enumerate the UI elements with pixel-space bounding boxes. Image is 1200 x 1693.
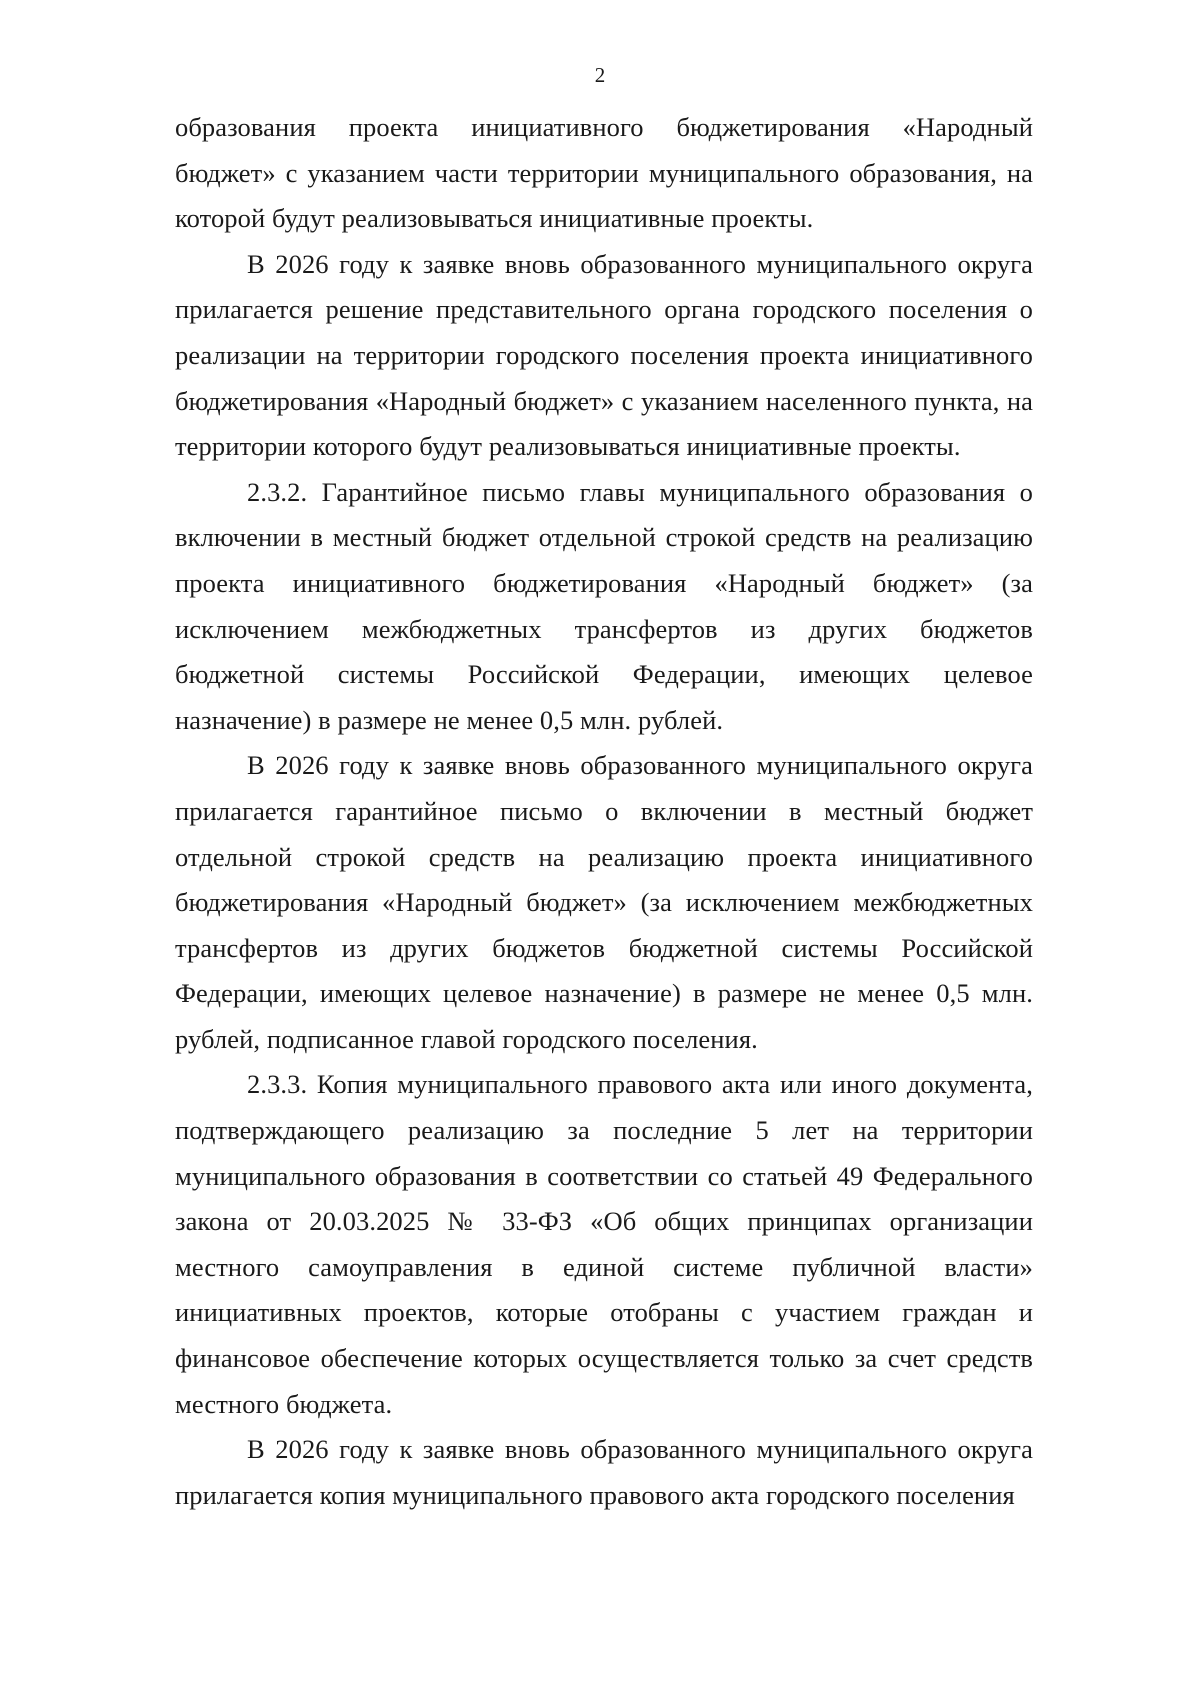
- document-body: [175, 105, 1033, 1518]
- paragraph-2026-guarantee-letter: В 2026 году к заявке вновь образованного муниципального округа прилагается гарантийное письмо о включении в местный бюджет отдельной строкой средств на реализацию проекта инициативного бюджетирования «Народный бюджет» (за исключением межбюджетных трансфертов из других бюджетов бюджетной системы Российской Федерации, имеющих целевое назначение) в размере не менее 0,5 млн. рублей, подписанное главой городского поселения.: [175, 750, 1033, 1054]
- paragraph-2-3-2: 2.3.2. Гарантийное письмо главы муниципального образования о включении в местный бюджет отдельной строкой средств на реализацию проекта инициативного бюджетирования «Народный бюджет» (за исключением межбюджетных трансфертов из других бюджетов бюджетной системы Российской Федерации, имеющих целевое назначение) в размере не менее 0,5 млн. рублей.: [175, 476, 1033, 735]
- paragraph-continuation: образования проекта инициативного бюджетирования «Народный бюджет» с указанием части территории муниципального образования, на которой будут реализовываться инициативные проекты.: [175, 112, 1033, 234]
- page-number: 2: [594, 63, 606, 87]
- paragraph-2026-legal-act-copy: В 2026 году к заявке вновь образованного муниципального округа прилагается копия муниципального правового акта городского поселения: [175, 1434, 1033, 1510]
- paragraph-2-3-3: 2.3.3. Копия муниципального правового акта или иного документа, подтверждающего реализацию за последние 5 лет на территории муниципального образования в соответствии со статьей 49 Федерального закона от 20.03.2025 № 33-ФЗ «Об общих принципах организации местного самоуправления в единой системе публичной власти» инициативных проектов, которые отобраны с участием граждан и финансовое обеспечение которых осуществляется только за счет средств местного бюджета.: [175, 1069, 1033, 1419]
- paragraph-2026-decision: В 2026 году к заявке вновь образованного муниципального округа прилагается решение представительного органа городского поселения о реализации на территории городского поселения проекта инициативного бюджетирования «Народный бюджет» с указанием населенного пункта, на территории которого будут реализовываться инициативные проекты.: [175, 248, 1033, 462]
